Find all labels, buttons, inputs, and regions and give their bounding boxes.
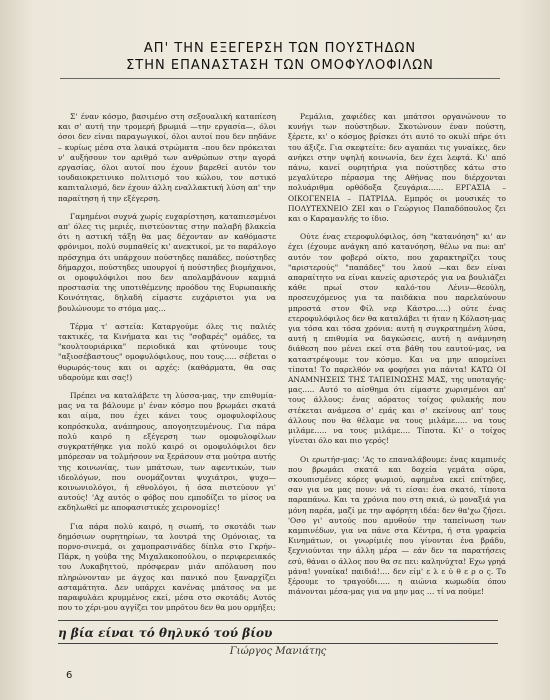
article-title xyxy=(60,40,500,79)
paragraph: Οι ερωτήσ-μας: 'Ας το επαναλάβουμε: ένας καμπινές που βρωμάει σκατά και δοχεία γεμάτα ούρα, σκουπισμένες κόρες ψωμιού, αφημένα εκεί επίτηδες, σαν για να μας πουν: νά τι είσαι: ένα σκατό, τίποτα παραπάνω. Και τα χρόνια που στη σκιά, ώ μοναξιά για μόνη παρέα, μαζί με την αφόρητη ιδέα: δεν θα'χω ζήσει. 'Οσο γι' αυτούς που αμυθούν την ταπείνωση των καμπινέδων, για να πάνε στα Κέντρα, ή στα γραφεία Κινημάτων, οι γνωρίμιές που γίνονται ένα βράδυ, ξεχνιούνται την άλλη μέρα — εάν δεν τα παρατήσεις εσύ, θάναι ο άλλος που θα σε πει: καληνύχτα! Εχω γρηά μάνα! γυναίκα! παιδιά!…. δεν είμ' ε λ ε ύ θ ε ρ ο ς. Το ξέρουμε το τραγούδι….. η αιώνια κωμωδία όπου πιάνονται μέσα-μας για να μην μας … τί να πούμε! xyxy=(288,454,506,597)
paragraph: Πρέπει να καταλάβετε τη λύσσα-μας, την επιθυμία-μας να τα βάλουμε μ' έναν κόσμο που βρωμάει σκατά και αίμα, που έχει κάνει τους ομοφυλοφίλους κοπρόσκυλα, ανάπηρους, απογοητευμένους. Για πάρα πολύ καιρό η εξέγερση των ομοφυλοφίλων συγκρατήθηκε για πολύ καιρό οι ομοφυλόφιλοι δεν μπόρεσαν να τολμήσουν να ξεράσουν στα μούτρα αυτής της κοινωνίας, των μπάτσων, των αφεντικών, των ιδεολόγων, που ονομάζονται ψυχιάτροι, ψυχο—κοινωνιολόγοι, ή εθνολόγοι, ή όσα πιστεύουν γι' αυτούς! 'Αχ αυτός ο φόβος που εμποδίζει το μίσος να εκδηλωθεί με αποφασιστικές χειρονομίες! xyxy=(58,391,276,513)
paragraph: Γαμημένοι συχνά χωρίς ευχαρίστηση, καταπιεσμένοι απ' όλες τις μεριές, πιστεύοντας στην παλαβή βλακεία ότι η αστική τάξη θα μας δέχονταν αν καθόμαστε φρόνιμοι, πολύ συμπαθείς κι' ανεκτικοί, με το παράλογο πρόσχημα ότι υπάρχουν πούστηδες παπάδες, πούστηδες δήμαρχοι, πούστηδες υπουργοί ή πούστηδες βιομήχανοι, οι ομοφυλόφιλοι που δεν απολαμβάνουν καμμιά προστασία της υποτιθέμενης προόδου της Ευρωπαικής Κοινότητας, δηλαδή είμαστε ευχάριστοι για να βουλώνουμε το στόμα μας… xyxy=(58,211,276,313)
right-column xyxy=(288,112,506,600)
paragraph: Ούτε ένας ετεροφυλόφιλος, όση "κατανόηση" κι' αν έχει (έχουμε ανάγκη από κατανόηση, θέλω να πω: απ' αυτόν τον φοβερό οίκτο, που χαρακτηρίζει τους "αριστερούς" "παπάδες" του λαού —και δεν είναι απαραίτητο να είναι κανείς αριστερός για να βουλιάζει κάθε πρωί στον καλό-του Λένιν—θεούλη, προσευχόμενος για τα παιδάκια που παρελαύνουν μπροστά στον Φίλ νερ Κάστρο…..) ούτε ένας ετεροφυλόφιλος δεν θα καταλάβει τι ήταν η Κόλαση-μας για τόσα και τόσα χρόνια: αυτή η συγκρατημένη λύσα, αυτή η επιθυμία να δαγκώσεις, αυτή η ανάμνηση διάθεση που μένει εκεί στα βάθη του εαυτού-μας, να καταστρέψουμε τον κόσμο. Και να μην απομείνει τίποτα! Το παρελθόν να φοφήσει για πάντα! ΚΑΤΩ ΟΙ ΑΝΑΜΝΗΣΕΙΣ ΤΗΣ ΤΑΠΕΙΝΩΣΗΣ ΜΑΣ, της υποταγής-μας….. Αυτό το αίσθημα ότι είμαστε χωρισμένοι απ' τους άλλους: ένας αόρατος τοίχος φυλακής που στέκεται ανάμεσα σ' εμάς και σ' εκείνους απ' τους άλλους που θα θέλαμε να τους μιλάμε….. να τους μιλάμε….. να τους μιλάμε…. Τίποτα. Κι' ο τοίχος γίνεται όλο και πιο γερός! xyxy=(288,232,506,446)
paragraph: Σ' έναν κόσμο, βασιμένο στη σεξουαλική καταπίεση και σ' αυτή την τρομερή βρωμιά —την εργασία—, όλοι όσοι δεν είναι παραγωγικοί, όλοι αυτοί που δεν πηδάνε – κυρίως μέσα στα λαικά στρώματα –που δεν πρόκειται ν' αυξήσουν τον αριθμό των ανθρώπων στην αγορά εργασίας, όλοι αυτοί που έχουν βαρεθεί αυτόν τον ιουδαιοκρετινικο πολιτισμό του κώλου, τον αστικό καπιταλισμό, δεν έχουν άλλη εναλλακτική λύση απ' την παραίτηση ή την εξέγερση. xyxy=(58,112,276,203)
footer-rule-top xyxy=(58,620,498,621)
paragraph: Ρεμάλια, χαφιέδες και μπάτσοι οργανώνουν το κυνήγι των πούστηδων. Σκοτώνουν έναν πούστη, ξέρετε, κι' ο κόσμος βρίσκει ότι αυτό το οκυλί πήρε ότι του άξιζε. Για σκεφτείτε: δεν αγαπάει τις γυναίκες, δεν ανήκει στην υψηλή κοινωνία, δεν έχει λεφτά. Κι' από πάνω, κανεί ουρητήρια για πούστηδες κάτω στο μεγαλύτερο πέρασμα της Αθήνας που διέρχονται πολυάριθμα ορθόδοξα ζευγάρια…… ΕΡΓΑΣΙΑ – ΟΙΚΟΓΕΝΕΙΑ – ΠΑΤΡΙΔΑ. Εμπρός οι μουσικές το ΠΟΛΥΤΕΧΝΕΙΟ ΖΕΙ και ο Γεώργιος Παπαδόπουλος ζει και ο Καραμανλής το ίδιο. xyxy=(288,112,506,224)
page-number: 6 xyxy=(66,670,73,681)
left-column xyxy=(58,112,276,613)
title-line-1: ΑΠ' ΤΗΝ ΕΞΕΓΕΡΣΗ ΤΩΝ ΠΟΥΣΤΗΔΩΝ xyxy=(143,41,417,56)
title-line-2: ΣΤΗΝ ΕΠΑΝΑΣΤΑΣΗ ΤΩΝ ΟΜΟΦΥΛΟΦΙΛΩΝ xyxy=(126,58,434,73)
paragraph: Για πάρα πολύ καιρό, η σιωπή, το σκοτάδι των δημόσιων ουρητηρίων, τα λουτρά της Ομόνοιας, τα πορνο-σινεμά, οι χαμοπρασινάδες δίπλα στο Γκρήν–Πάρκ, η γούβα της Μιχαλακοπούλου, ο περιφερειακός του Λυκαβηττού, πρόσφεραν μιάν απόλαυση που πληρώνονταν με άγχος και πανικό που ξαναρχίζει ασταμάτητα. Δεν υπάρχει κανένας μπάτσος να με παραφυλάει κρυμμένος εκεί, μέσα στο σκοτάδι; Αυτός που το χέρι-μου αγγίζει τον μπρότου δεν θα μου ορμήξει; xyxy=(58,521,276,613)
footer-title: η βία είναι τό θηλυκό τού βίου xyxy=(58,626,273,640)
footer-rule-bottom xyxy=(58,643,498,644)
footer-author: Γιώργος Μανιάτης xyxy=(229,646,327,657)
paragraph: Τέρμα τ' αστεία: Καταργούμε όλες τις παλιές τακτικές, τα Κινήματα και τις "σοβαρές" ομάδες, τα "κουλτουριάρικα" περιοδικά και φτύνουμε τους "αξιοσέβαστους" ομοφυλόφιλους, που τους….. σέβεται ο θυρωρός-τους και οι αρχές: (καθάρματα, θα σας υδαρούμε και σας!) xyxy=(58,321,276,382)
